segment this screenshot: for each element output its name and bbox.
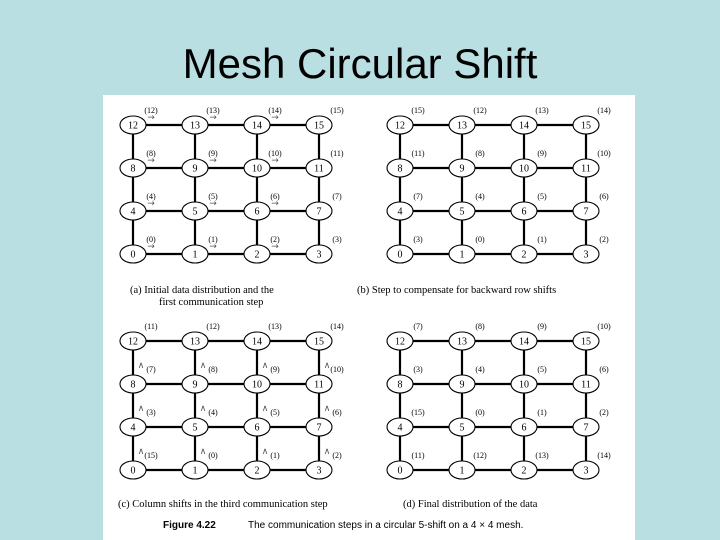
shift-arrow-icon: → [209,242,217,252]
node-data-label: (12) [206,322,220,331]
node-data-label: (13) [268,322,282,331]
shift-arrow-icon: ∧ [137,361,145,371]
node-data-label: (4) [208,408,218,417]
node-id-label: 5 [459,206,465,218]
node-id-label: 9 [459,379,465,391]
node-id-label: 11 [581,379,591,391]
node-id-label: 1 [459,465,465,477]
shift-arrow-icon: ∧ [261,404,269,414]
node-id-label: 13 [190,120,200,132]
node-id-label: 2 [521,465,527,477]
node-id-label: 15 [581,336,591,348]
shift-arrow-icon: → [147,242,155,252]
shift-arrow-icon: → [147,156,155,166]
node-data-label: (5) [270,408,280,417]
node-id-label: 6 [254,206,260,218]
node-id-label: 3 [583,465,589,477]
node-data-label: (0) [208,451,218,460]
node-id-label: 12 [395,336,405,348]
node-data-label: (4) [475,365,485,374]
node-id-label: 14 [252,336,262,348]
node-id-label: 10 [519,163,529,175]
node-id-label: 10 [252,163,262,175]
node-id-label: 7 [316,422,322,434]
node-data-label: (8) [146,149,156,158]
node-data-label: (7) [413,322,423,331]
node-data-label: (4) [146,192,156,201]
node-data-label: (12) [473,451,487,460]
node-id-label: 5 [459,422,465,434]
figure-caption-number: Figure 4.22 [163,520,216,531]
node-id-label: 9 [459,163,465,175]
node-data-label: (14) [597,106,611,115]
node-id-label: 8 [397,379,403,391]
shift-arrow-icon: ∧ [137,447,145,457]
node-id-label: 1 [192,249,198,261]
node-data-label: (7) [413,192,423,201]
node-data-label: (5) [537,365,547,374]
shift-arrow-icon: ∧ [137,404,145,414]
node-id-label: 3 [316,249,322,261]
shift-arrow-icon: ∧ [323,361,331,371]
node-id-label: 0 [397,465,403,477]
shift-arrow-icon: ∧ [199,447,207,457]
node-data-label: (9) [537,322,547,331]
node-data-label: (0) [475,235,485,244]
node-id-label: 3 [583,249,589,261]
shift-arrow-icon: → [209,199,217,209]
node-id-label: 6 [521,206,527,218]
node-id-label: 15 [314,120,324,132]
node-data-label: (0) [475,408,485,417]
shift-arrow-icon: ∧ [199,361,207,371]
shift-arrow-icon: → [209,156,217,166]
node-id-label: 11 [314,163,324,175]
node-data-label: (9) [270,365,280,374]
node-data-label: (6) [599,192,609,201]
panel-caption: first communication step [159,297,264,308]
node-data-label: (2) [599,408,609,417]
node-id-label: 2 [254,249,260,261]
node-id-label: 5 [192,206,198,218]
node-id-label: 15 [581,120,591,132]
shift-arrow-icon: → [271,199,279,209]
node-data-label: (10) [597,149,611,158]
shift-arrow-icon: ∧ [323,447,331,457]
shift-arrow-icon: → [271,113,279,123]
node-id-label: 11 [581,163,591,175]
node-data-label: (11) [411,451,425,460]
node-id-label: 12 [128,336,138,348]
node-data-label: (4) [475,192,485,201]
node-id-label: 14 [519,120,529,132]
node-id-label: 4 [130,206,136,218]
node-data-label: (11) [411,149,425,158]
node-data-label: (2) [332,451,342,460]
node-data-label: (10) [330,365,344,374]
node-id-label: 10 [252,379,262,391]
node-data-label: (14) [330,322,344,331]
node-id-label: 13 [457,336,467,348]
node-id-label: 1 [192,465,198,477]
node-data-label: (1) [270,451,280,460]
node-id-label: 7 [316,206,322,218]
node-data-label: (3) [413,235,423,244]
node-id-label: 14 [519,336,529,348]
panel-caption: (d) Final distribution of the data [403,499,538,510]
node-data-label: (6) [332,408,342,417]
node-id-label: 8 [130,163,136,175]
node-data-label: (6) [599,365,609,374]
node-id-label: 5 [192,422,198,434]
shift-arrow-icon: → [271,242,279,252]
panel-caption: (a) Initial data distribution and the [130,285,274,296]
slide-title: Mesh Circular Shift [182,40,538,87]
node-id-label: 13 [190,336,200,348]
node-data-label: (1) [537,235,547,244]
node-data-label: (5) [208,192,218,201]
node-id-label: 6 [254,422,260,434]
node-data-label: (14) [597,451,611,460]
node-id-label: 2 [521,249,527,261]
node-id-label: 9 [192,163,198,175]
node-data-label: (7) [146,365,156,374]
node-id-label: 9 [192,379,198,391]
shift-arrow-icon: → [209,113,217,123]
node-id-label: 1 [459,249,465,261]
node-data-label: (15) [144,451,158,460]
node-id-label: 4 [397,422,403,434]
node-data-label: (2) [599,235,609,244]
node-data-label: (3) [332,235,342,244]
node-data-label: (15) [411,408,425,417]
node-id-label: 14 [252,120,262,132]
node-data-label: (11) [144,322,158,331]
node-data-label: (1) [208,235,218,244]
node-data-label: (13) [535,451,549,460]
node-id-label: 12 [128,120,138,132]
node-id-label: 11 [314,379,324,391]
node-data-label: (9) [537,149,547,158]
node-data-label: (10) [268,149,282,158]
node-data-label: (3) [146,408,156,417]
node-data-label: (11) [330,149,344,158]
node-id-label: 4 [397,206,403,218]
node-data-label: (2) [270,235,280,244]
figure-caption-text: The communication steps in a circular 5-shift on a 4 × 4 mesh. [248,520,524,531]
node-data-label: (15) [411,106,425,115]
node-id-label: 0 [130,465,136,477]
shift-arrow-icon: → [147,113,155,123]
node-data-label: (9) [208,149,218,158]
panel-caption: (c) Column shifts in the third communication step [118,499,328,510]
node-data-label: (7) [332,192,342,201]
mesh-diagram [103,95,635,540]
node-data-label: (8) [208,365,218,374]
node-data-label: (12) [473,106,487,115]
node-id-label: 3 [316,465,322,477]
shift-arrow-icon: → [271,156,279,166]
node-id-label: 7 [583,206,589,218]
shift-arrow-icon: → [147,199,155,209]
node-id-label: 8 [397,163,403,175]
panel-caption: (b) Step to compensate for backward row shifts [357,285,557,296]
node-id-label: 15 [314,336,324,348]
node-data-label: (0) [146,235,156,244]
node-id-label: 4 [130,422,136,434]
node-id-label: 8 [130,379,136,391]
node-id-label: 7 [583,422,589,434]
node-data-label: (8) [475,322,485,331]
node-data-label: (1) [537,408,547,417]
node-id-label: 0 [130,249,136,261]
node-id-label: 6 [521,422,527,434]
node-data-label: (15) [330,106,344,115]
node-data-label: (12) [144,106,158,115]
panel-c [118,322,344,510]
mesh-figure [103,95,635,540]
node-data-label: (8) [475,149,485,158]
shift-arrow-icon: ∧ [261,447,269,457]
node-data-label: (14) [268,106,282,115]
node-id-label: 13 [457,120,467,132]
panel-d [387,322,611,510]
node-id-label: 10 [519,379,529,391]
node-id-label: 0 [397,249,403,261]
panel-b [357,106,611,296]
node-id-label: 2 [254,465,260,477]
node-data-label: (13) [206,106,220,115]
node-data-label: (5) [537,192,547,201]
shift-arrow-icon: ∧ [199,404,207,414]
shift-arrow-icon: ∧ [261,361,269,371]
node-data-label: (13) [535,106,549,115]
node-id-label: 12 [395,120,405,132]
node-data-label: (3) [413,365,423,374]
node-data-label: (6) [270,192,280,201]
shift-arrow-icon: ∧ [323,404,331,414]
node-data-label: (10) [597,322,611,331]
